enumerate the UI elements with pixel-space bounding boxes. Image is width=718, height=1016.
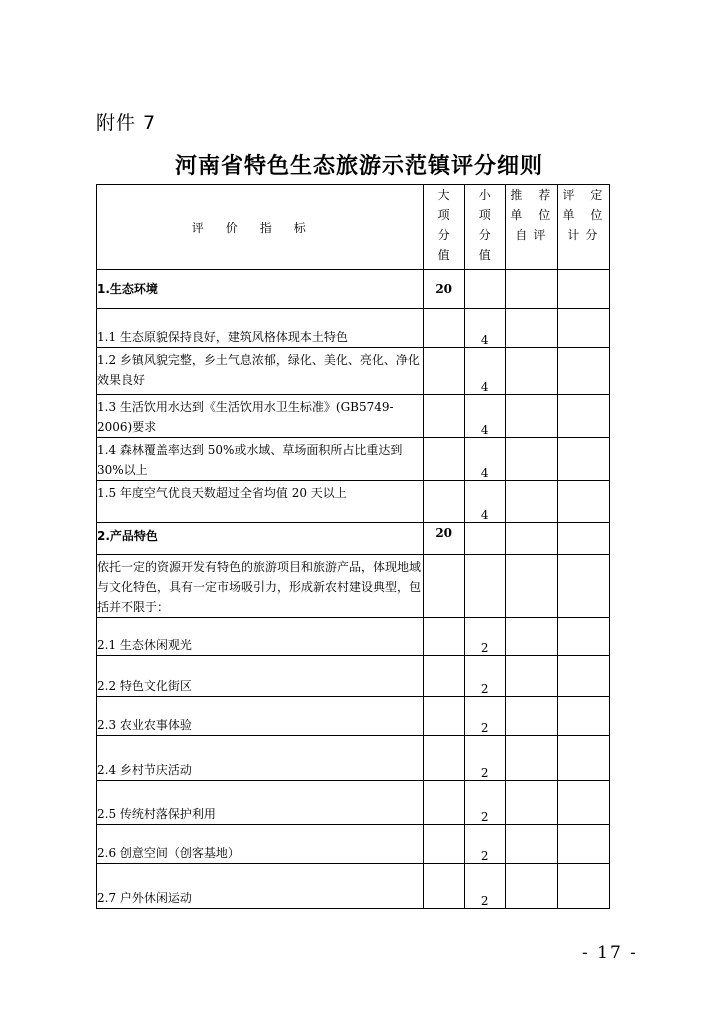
row-minor-score: 4	[464, 395, 505, 438]
row-recommend-cell	[505, 523, 557, 555]
row-evaluate-cell	[557, 736, 609, 781]
row-recommend-cell	[505, 825, 557, 864]
table-row	[97, 825, 610, 864]
header-minor-score-char: 分	[478, 228, 491, 242]
row-major-score	[423, 481, 464, 523]
row-indicator: 2.7 户外休闲运动	[97, 864, 424, 909]
table-row	[97, 309, 610, 348]
row-evaluate-cell	[557, 825, 609, 864]
scoring-table	[96, 184, 610, 909]
row-major-score	[423, 309, 464, 348]
row-recommend-cell	[505, 555, 557, 618]
row-indicator: 1.1 生态原貌保持良好，建筑风格体现本土特色	[97, 309, 424, 348]
row-recommend-cell	[505, 864, 557, 909]
table-row	[97, 395, 610, 438]
header-major-score-char: 项	[437, 208, 450, 222]
row-recommend-cell	[505, 656, 557, 697]
row-recommend-cell	[505, 781, 557, 825]
row-indicator: 依托一定的资源开发有特色的旅游项目和旅游产品，体现地域与文化特色，具有一定市场吸引力，形成新农村建设典型，包括并不限于：	[97, 555, 424, 618]
header-evaluate-line: 评 定	[562, 188, 609, 202]
row-indicator: 1.2 乡镇风貌完整，乡土气息浓郁，绿化、美化、亮化、净化效果良好	[97, 348, 424, 395]
row-indicator: 2.5 传统村落保护利用	[97, 781, 424, 825]
row-major-score	[423, 348, 464, 395]
row-recommend-cell	[505, 270, 557, 309]
row-recommend-cell	[505, 395, 557, 438]
row-indicator: 2.6 创意空间（创客基地）	[97, 825, 424, 864]
row-evaluate-cell	[557, 864, 609, 909]
row-minor-score: 2	[464, 656, 505, 697]
table-row	[97, 697, 610, 736]
header-evaluate-line: 计分	[567, 228, 604, 242]
row-indicator: 2.1 生态休闲观光	[97, 618, 424, 656]
row-evaluate-cell	[557, 270, 609, 309]
row-recommend-cell	[505, 348, 557, 395]
row-minor-score	[464, 523, 505, 555]
row-minor-score: 4	[464, 309, 505, 348]
row-minor-score: 4	[464, 438, 505, 481]
header-major-score-char: 分	[437, 228, 450, 242]
row-minor-score: 2	[464, 618, 505, 656]
row-major-score	[423, 697, 464, 736]
table-row	[97, 481, 610, 523]
row-major-score: 20	[423, 523, 464, 555]
row-evaluate-cell	[557, 656, 609, 697]
row-minor-score	[464, 555, 505, 618]
row-indicator: 1.3 生活饮用水达到《生活饮用水卫生标准》(GB5749-2006)要求	[97, 395, 424, 438]
header-major-score	[423, 185, 464, 270]
row-evaluate-cell	[557, 618, 609, 656]
row-major-score	[423, 825, 464, 864]
row-minor-score: 2	[464, 697, 505, 736]
row-indicator: 2.3 农业农事体验	[97, 697, 424, 736]
row-evaluate-cell	[557, 555, 609, 618]
header-indicator: 评价指标	[97, 185, 424, 270]
header-major-score-char: 大	[437, 188, 450, 202]
table-row	[97, 864, 610, 909]
row-minor-score	[464, 270, 505, 309]
row-recommend-cell	[505, 697, 557, 736]
row-major-score: 20	[423, 270, 464, 309]
row-recommend-cell	[505, 309, 557, 348]
row-evaluate-cell	[557, 348, 609, 395]
page-number: - 17 -	[582, 943, 638, 963]
row-major-score	[423, 618, 464, 656]
row-major-score	[423, 656, 464, 697]
row-evaluate-cell	[557, 438, 609, 481]
table-row	[97, 618, 610, 656]
header-minor-score-char: 项	[478, 208, 491, 222]
row-minor-score: 2	[464, 864, 505, 909]
header-evaluate-line: 单 位	[562, 208, 609, 222]
row-indicator: 1.5 年度空气优良天数超过全省均值 20 天以上	[97, 481, 424, 523]
table-row	[97, 438, 610, 481]
row-major-score	[423, 555, 464, 618]
table-row	[97, 781, 610, 825]
row-major-score	[423, 438, 464, 481]
header-minor-score-char: 值	[478, 248, 491, 262]
row-indicator: 1.生态环境	[97, 270, 424, 309]
attachment-label: 附件 7	[96, 112, 157, 134]
header-minor-score	[464, 185, 505, 270]
table-row	[97, 555, 610, 618]
row-indicator: 2.产品特色	[97, 523, 424, 555]
header-minor-score-char: 小	[478, 188, 491, 202]
row-minor-score: 2	[464, 825, 505, 864]
row-major-score	[423, 864, 464, 909]
header-evaluate-score	[557, 185, 609, 270]
table-row	[97, 736, 610, 781]
row-recommend-cell	[505, 618, 557, 656]
row-evaluate-cell	[557, 481, 609, 523]
table-row	[97, 270, 610, 309]
row-minor-score: 4	[464, 348, 505, 395]
row-evaluate-cell	[557, 697, 609, 736]
table-row	[97, 523, 610, 555]
table-row	[97, 656, 610, 697]
row-evaluate-cell	[557, 523, 609, 555]
row-evaluate-cell	[557, 309, 609, 348]
row-major-score	[423, 781, 464, 825]
header-recommend-line: 自评	[515, 228, 552, 242]
header-recommend-self-eval	[505, 185, 557, 270]
row-indicator: 2.4 乡村节庆活动	[97, 736, 424, 781]
table-row	[97, 348, 610, 395]
row-minor-score: 2	[464, 736, 505, 781]
row-major-score	[423, 395, 464, 438]
document-title: 河南省特色生态旅游示范镇评分细则	[174, 154, 543, 179]
row-indicator: 1.4 森林覆盖率达到 50%或水域、草场面积所占比重达到30%以上	[97, 438, 424, 481]
table-header-row	[97, 185, 610, 270]
row-recommend-cell	[505, 481, 557, 523]
row-minor-score: 2	[464, 781, 505, 825]
row-minor-score: 4	[464, 481, 505, 523]
row-recommend-cell	[505, 736, 557, 781]
header-major-score-char: 值	[437, 248, 450, 262]
row-recommend-cell	[505, 438, 557, 481]
row-indicator: 2.2 特色文化街区	[97, 656, 424, 697]
row-major-score	[423, 736, 464, 781]
header-recommend-line: 单 位	[510, 208, 557, 222]
header-recommend-line: 推 荐	[510, 188, 557, 202]
row-evaluate-cell	[557, 781, 609, 825]
row-evaluate-cell	[557, 395, 609, 438]
